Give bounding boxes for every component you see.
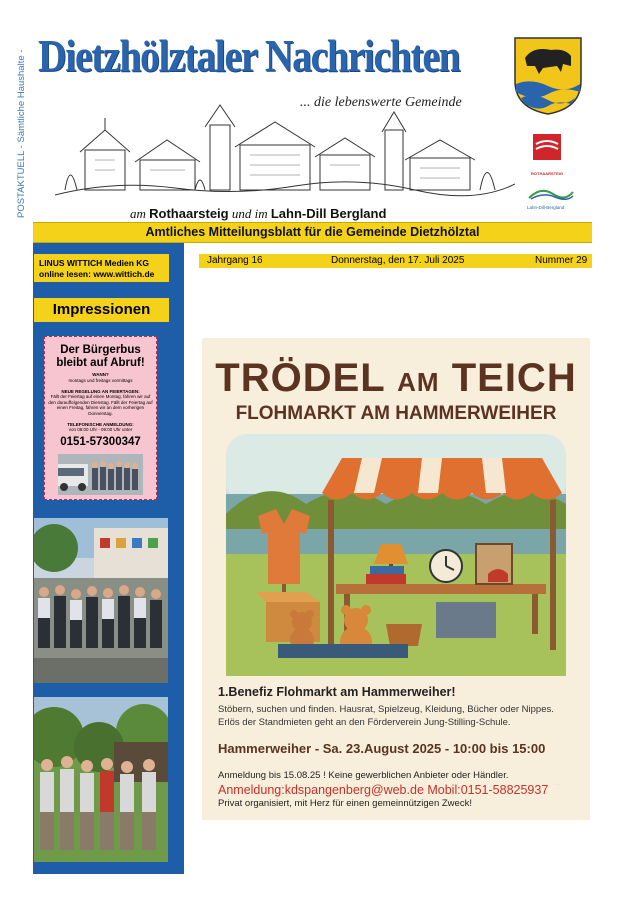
section-title: Impressionen <box>34 298 169 322</box>
award-group-photo <box>34 697 168 862</box>
official-banner: Amtliches Mitteilungsblatt für die Gemeinde Dietzhölztal <box>33 222 592 243</box>
buergerbus-ad: Der Bürgerbus bleibt auf Abruf! WANN? montags und freitags vormittags NEUE REGELUNG AN FEIERTAGEN: Fällt der Feiertag auf einen Montag, fahren wir auf den darauffolgenden Dienstag. Fällt der Feiertag auf einen Freitag, fahren wir an dem vorherigen Donnerstag. TELEFONISCHE ANMELDUNG: von 08:00 Uhr - 09:00 Uhr unter 0151-57300347 <box>44 336 157 500</box>
municipal-crest-icon <box>513 36 583 116</box>
issue-date: Donnerstag, den 17. Juli 2025 <box>331 255 465 266</box>
bus-headline: Der Bürgerbus bleibt auf Abruf! <box>56 344 145 369</box>
event-title: 1.Benefiz Flohmarkt am Hammerweiher! <box>218 685 456 699</box>
newspaper-subtitle: ... die lebenswerte Gemeinde <box>300 95 462 110</box>
bus-group-photo <box>58 454 143 495</box>
region-line: am Rothaarsteig und im Lahn-Dill Bergland <box>130 206 387 221</box>
registration-info: Anmeldung bis 15.08.25 ! Keine gewerblichen Anbieter oder Händler. Anmeldung:kdspangenberg@web.de Mobil:0151-58825937 Privat organisiert, mit Herz für einen gemeinnützigen Zweck! <box>218 770 549 809</box>
issue-number: Nummer 29 <box>535 255 588 266</box>
bus-phone: 0151-57300347 <box>60 435 141 448</box>
poster-subtitle: FLOHMARKT AM HAMMERWEIHER <box>235 403 557 424</box>
issue-volume: Jahrgang 16 <box>207 255 263 266</box>
rothaarsteig-logo: ROTHAARSTEIG <box>527 134 567 174</box>
publisher-url[interactable]: online lesen: www.wittich.de <box>39 268 155 279</box>
registration-contact[interactable]: Anmeldung:kdspangenberg@web.de Mobil:0151-58825937 <box>218 782 549 797</box>
poster-title: TRÖDEL AM TEICH <box>215 356 577 400</box>
issue-info-bar <box>199 254 592 268</box>
flea-market-poster <box>202 338 590 820</box>
newspaper-title: Dietzhölztaler Nachrichten <box>38 31 460 81</box>
school-group-photo <box>34 518 168 683</box>
event-date: Hammerweiher - Sa. 23.August 2025 - 10:00 bis 15:00 <box>218 741 546 756</box>
lahn-dill-bergland-logo: Lahn-Dill-Bergland <box>527 186 575 214</box>
publisher-name: LINUS WITTICH Medien KG <box>39 258 150 268</box>
event-description: Stöbern, suchen und finden. Hausrat, Spielzeug, Kleidung, Bücher oder Nippes. Erlös der Standmieten geht an den Förderverein Jung-Stilling-Schule. <box>218 704 554 728</box>
postaktuell-side-text: POSTAKTUELL - Sämtliche Haushalte - <box>16 49 27 218</box>
publisher-box <box>34 254 169 282</box>
flea-market-illustration <box>226 434 566 676</box>
town-sketch-image <box>55 100 515 205</box>
